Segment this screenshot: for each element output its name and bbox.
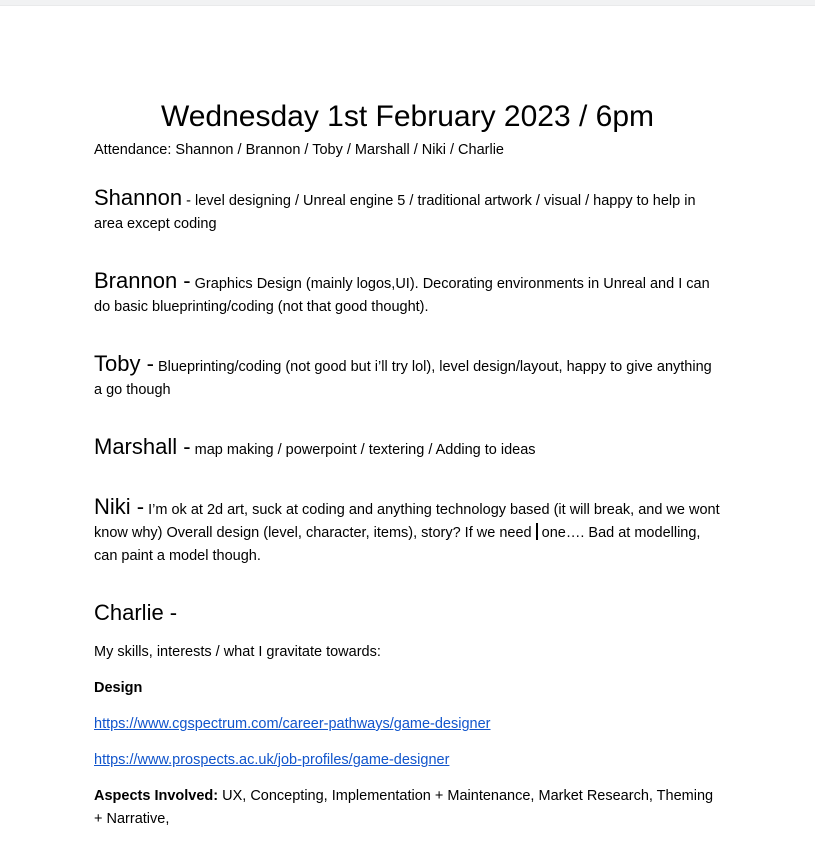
person-description-niki-after-cursor: one…. Bad at modelling, can paint a model though.	[94, 525, 701, 564]
link-paragraph-prospects	[94, 749, 721, 772]
link-paragraph-cgspectrum	[94, 713, 721, 736]
person-entry-niki	[94, 495, 721, 568]
attendance-line: Attendance: Shannon / Brannon / Toby / Marshall / Niki / Charlie	[94, 142, 504, 158]
document-body	[94, 6, 721, 831]
design-heading: Design	[94, 680, 143, 696]
document-title: Wednesday 1st February 2023 / 6pm	[160, 100, 655, 133]
person-entry-marshall	[94, 435, 721, 462]
person-entry-shannon	[94, 186, 721, 236]
skills-intro: My skills, interests / what I gravitate towards:	[94, 644, 381, 660]
aspects-paragraph	[94, 785, 721, 831]
text-cursor	[536, 523, 538, 540]
person-name-niki: Niki -	[94, 494, 145, 519]
person-name-shannon: Shannon	[94, 185, 183, 210]
person-description-niki-before-cursor: I’m ok at 2d art, suck at coding and anything technology based (it will break, and we wont know why) Overall design (level, character, items), story? If we need	[94, 502, 720, 541]
person-name-charlie: Charlie -	[94, 600, 178, 625]
person-name-brannon: Brannon -	[94, 268, 191, 293]
person-name-toby: Toby -	[94, 351, 154, 376]
person-name-marshall: Marshall -	[94, 434, 191, 459]
person-entry-charlie	[94, 601, 721, 628]
link-prospects[interactable]: https://www.prospects.ac.uk/job-profiles/game-designer	[94, 752, 450, 768]
aspects-label: Aspects Involved:	[94, 788, 219, 804]
person-description-marshall: map making / powerpoint / textering / Adding to ideas	[194, 442, 536, 458]
person-entry-brannon	[94, 269, 721, 319]
person-description-toby: Blueprinting/coding (not good but i’ll try lol), level design/layout, happy to give anything a go though	[94, 359, 712, 398]
person-description-shannon: - level designing / Unreal engine 5 / traditional artwork / visual / happy to help in area except coding	[94, 193, 696, 232]
person-description-brannon: Graphics Design (mainly logos,UI). Decorating environments in Unreal and I can do basic blueprinting/coding (not that good thought).	[94, 276, 710, 315]
person-entry-toby	[94, 352, 721, 402]
link-cgspectrum[interactable]: https://www.cgspectrum.com/career-pathways/game-designer	[94, 716, 491, 732]
aspects-text: UX, Concepting, Implementation + Maintenance, Market Research, Theming + Narrative,	[94, 788, 714, 827]
